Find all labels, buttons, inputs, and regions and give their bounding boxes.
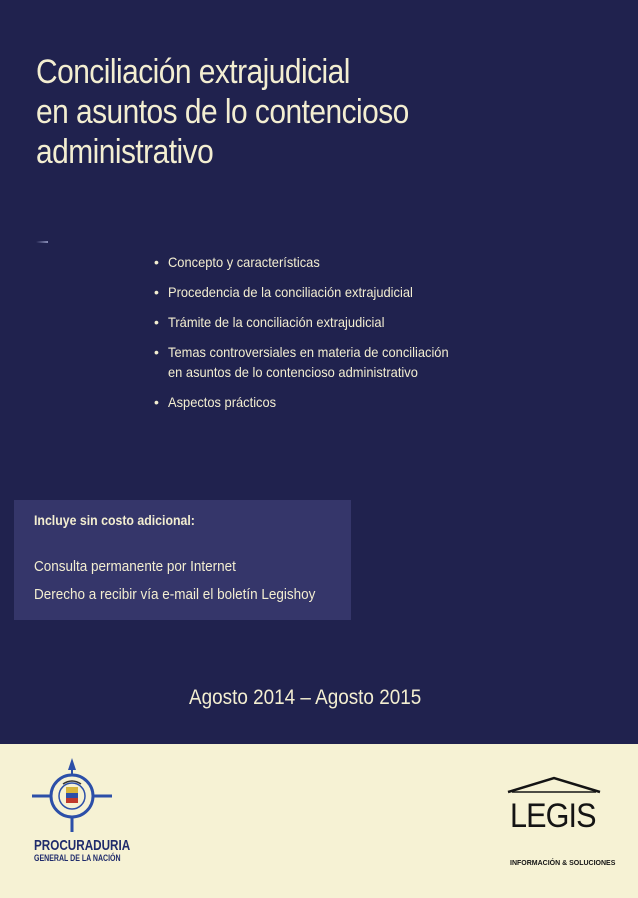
title-line-2: en asuntos de lo contencioso [36, 93, 409, 131]
topic-tramite: • Trámite de la conciliación extrajudicial [168, 314, 385, 330]
decorative-mark [36, 240, 48, 244]
topic-procedencia: • Procedencia de la conciliación extrajudicial [168, 284, 413, 300]
topic-temas-line-2: en asuntos de lo contencioso administrativo [168, 364, 418, 380]
legis-tagline: INFORMACIÓN & SOLUCIONES [510, 860, 616, 867]
list-item [154, 282, 594, 302]
procuraduria-subtitle: GENERAL DE LA NACIÓN [34, 853, 121, 863]
procuraduria-emblem-icon [30, 756, 114, 836]
topic-temas-line-1: • Temas controversiales en materia de conciliación [168, 344, 449, 360]
edition-period: Agosto 2014 – Agosto 2015 [189, 686, 422, 709]
legis-brand: LEGIS [510, 797, 596, 835]
list-item [154, 342, 594, 382]
includes-heading: Incluye sin costo adicional: [34, 512, 195, 528]
title-line-1: Conciliación extrajudicial [36, 53, 350, 91]
title-line-3: administrativo [36, 133, 214, 171]
topic-concept: • Concepto y características [168, 254, 320, 270]
includes-item-internet: Consulta permanente por Internet [34, 558, 236, 575]
list-item [154, 392, 594, 412]
topics-list [154, 252, 594, 422]
includes-box [14, 500, 351, 620]
list-item [154, 252, 594, 272]
cover-title [36, 52, 529, 172]
procuraduria-name: PROCURADURIA [34, 837, 131, 854]
list-item [154, 312, 594, 332]
topic-aspectos: • Aspectos prácticos [168, 394, 277, 410]
includes-item-boletin: Derecho a recibir vía e-mail el boletín Legishoy [34, 586, 316, 603]
